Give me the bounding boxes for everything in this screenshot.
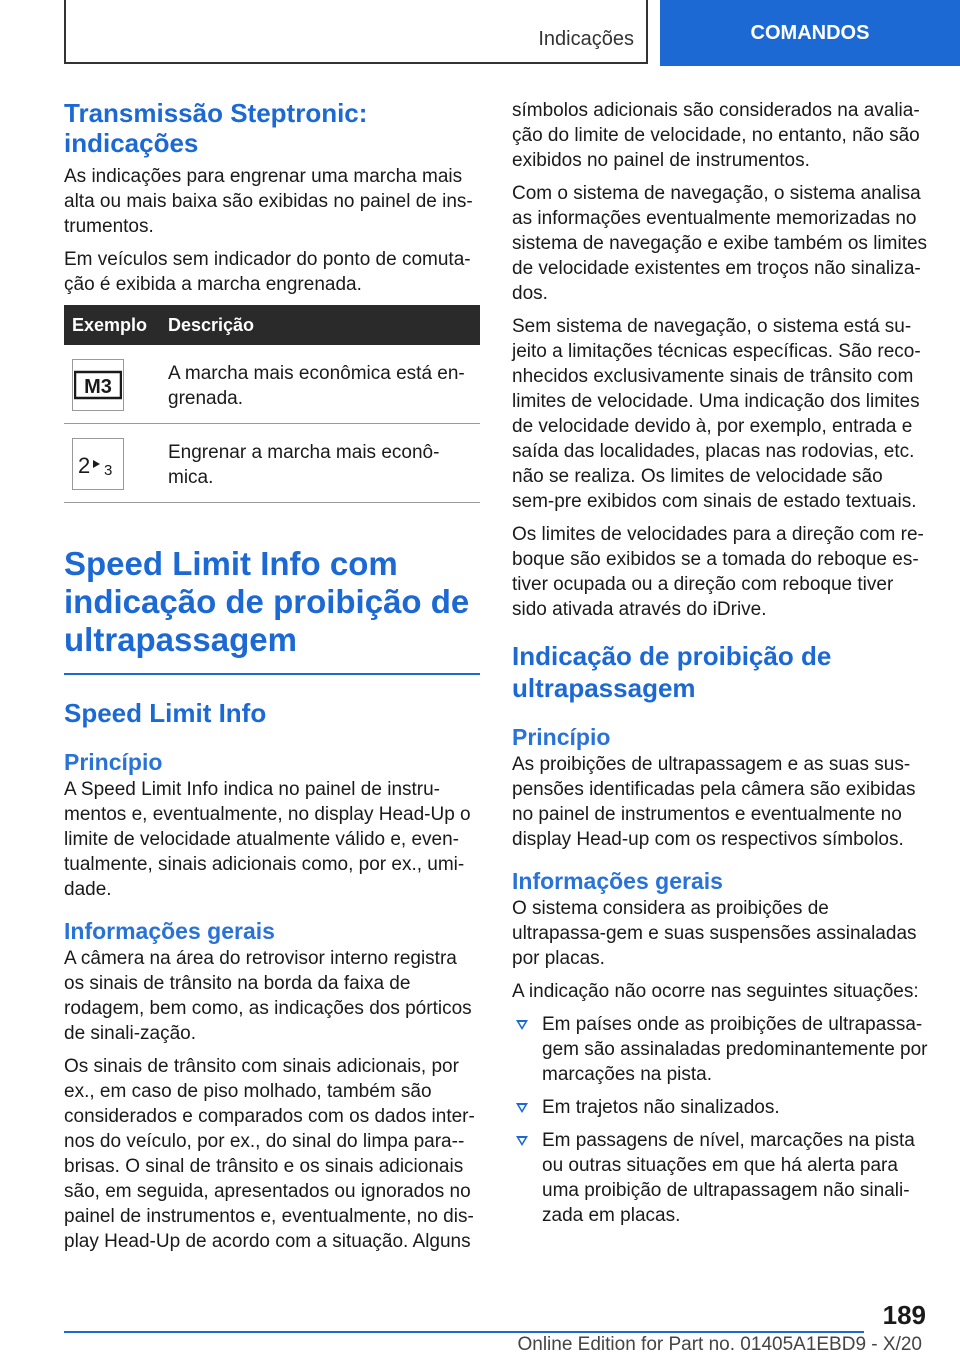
page-number: 189: [882, 1300, 926, 1330]
paragraph: Os sinais de trânsito com sinais adicionais, por ex., em caso de piso molhado, também são considerados e comparados com os dados inter-nos do veículo, por ex., do sinal do limpa para--brisas. O sinal de trânsito e os sinais adicionais são, em seguida, apresentados ou ignorados no painel de instrumentos e, eventualmente, no dis-play Head-Up de acordo com a situação. Alguns: [64, 1056, 475, 1252]
footer-divider: [64, 1331, 864, 1333]
triangle-bullet-icon: [516, 1103, 528, 1113]
list-item-text: Em países onde as proibições de ultrapassa-gem são assinaladas predominantemente por marcações na pista.: [542, 1014, 928, 1085]
table-row: [64, 424, 480, 503]
gear-m3-icon: [72, 359, 124, 411]
list-item: [512, 1128, 928, 1228]
paragraph: O sistema considera as proibições de ultrapassa-gem e suas suspensões assinaladas por placas.: [512, 898, 917, 969]
paragraph: A Speed Limit Info indica no painel de instru-mentos e, eventualmente, no display Head-Up o limite de velocidade atualmente válido e, even-tualmente, sinais adicionais como, por ex., umi-dade.: [64, 779, 471, 900]
indications-table: [64, 305, 480, 503]
header-section-title: Indicações: [538, 28, 634, 50]
paragraph: A indicação não ocorre nas seguintes situações:: [512, 981, 919, 1002]
list-item: [512, 1095, 928, 1120]
list-item-text: Em trajetos não sinalizados.: [542, 1097, 780, 1118]
triangle-bullet-icon: [516, 1020, 528, 1030]
table-header-exemplo: Exemplo: [64, 305, 160, 345]
header-tab-comandos[interactable]: COMANDOS: [660, 0, 960, 66]
paragraph: Os limites de velocidades para a direção com re-boque são exibidos se a tomada do reboque es-tiver ocupada ou a direção com reboque tiver sido ativada através do iDrive.: [512, 524, 924, 620]
heading-speed-limit-info: Speed Limit Info com indicação de proibição de ultrapassagem: [64, 545, 470, 658]
table-cell-example: [64, 345, 160, 424]
table-cell-description: A marcha mais econômica está en-grenada.: [160, 345, 480, 424]
gear-upshift-icon: [72, 438, 124, 490]
svg-text:M3: M3: [84, 376, 112, 398]
heading-informacoes-gerais: Informações gerais: [512, 868, 723, 894]
heading-informacoes-gerais: Informações gerais: [64, 918, 275, 944]
paragraph: As indicações para engrenar uma marcha mais alta ou mais baixa são exibidas no painel de ins-trumentos.: [64, 166, 473, 237]
paragraph: As proibições de ultrapassagem e as suas sus-pensões identificadas pela câmera são exibidas no painel de instrumentos e eventualmente no display Head-up com os respectivos símbolos.: [512, 754, 916, 850]
heading-principio: Princípio: [64, 749, 163, 775]
situations-list: [512, 1012, 928, 1228]
subheading-proibicao-ultrapassagem: Indicação de proibição de ultrapassagem: [512, 641, 832, 703]
list-item-text: Em passagens de nível, marcações na pista ou outras situações em que há alerta para uma proibição de ultrapassagem não sinali-zada em placas.: [542, 1130, 915, 1226]
table-cell-description: Engrenar a marcha mais econô-mica.: [160, 424, 480, 503]
list-item: [512, 1012, 928, 1087]
table-header-descricao: Descrição: [160, 305, 480, 345]
heading-principio: Princípio: [512, 724, 611, 750]
left-column: [64, 98, 480, 1262]
paragraph: Em veículos sem indicador do ponto de comuta-ção é exibida a marcha engrenada.: [64, 249, 471, 295]
table-cell-example: [64, 424, 160, 503]
right-column: [512, 98, 928, 1236]
table-header-row: [64, 305, 480, 345]
subheading-speed-limit-info: Speed Limit Info: [64, 698, 267, 728]
paragraph: A câmera na área do retrovisor interno registra os sinais de trânsito na borda da faixa de rodagem, bem como, as indicações dos pórticos de sinali-zação.: [64, 948, 472, 1044]
triangle-bullet-icon: [516, 1136, 528, 1146]
section-divider: [64, 673, 480, 675]
paragraph: Sem sistema de navegação, o sistema está su-jeito a limitações técnicas específicas. São reco-nhecidos exclusivamente sinais de trânsito com limites de velocidade. Uma indicação dos limites de velocidade devido à, por exemplo, entrada e saída das localidades, placas nas rodovias, etc. não se realiza. Os limites de velocidade são sem-pre exibidos com sinais de estado textuais.: [512, 316, 921, 512]
table-row: [64, 345, 480, 424]
paragraph: símbolos adicionais são considerados na avalia-ção do limite de velocidade, no entanto, não são exibidos no painel de instrumentos.: [512, 100, 920, 171]
footer-edition: Online Edition for Part no. 01405A1EBD9 - X/20: [517, 1334, 922, 1355]
svg-text:3: 3: [104, 462, 113, 479]
svg-text:2: 2: [78, 453, 91, 478]
paragraph: Com o sistema de navegação, o sistema analisa as informações eventualmente memorizadas no sistema de navegação e exibe também os limites de velocidade existentes em troços não sinaliza-dos.: [512, 183, 928, 304]
heading-steptronic: Transmissão Steptronic: indicações: [64, 98, 368, 158]
